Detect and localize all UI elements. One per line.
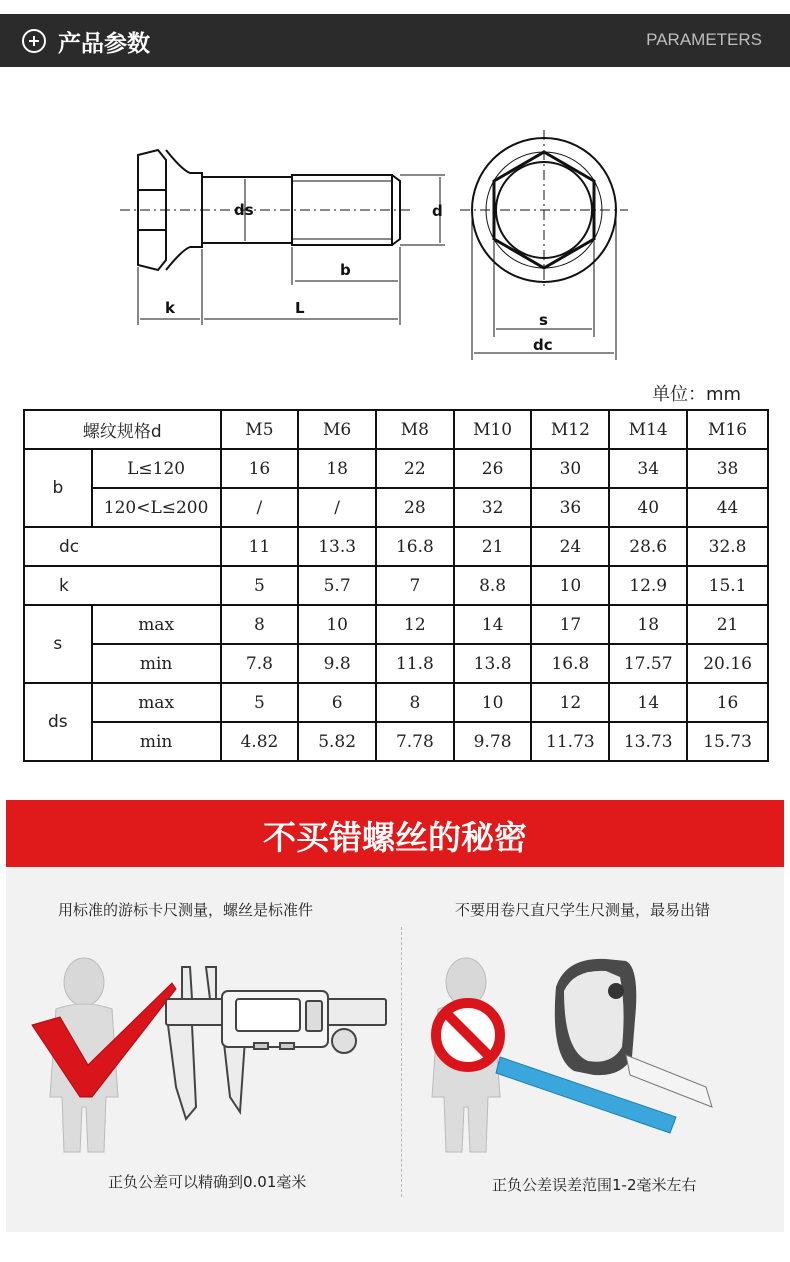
vernier-caliper-icon <box>166 967 386 1119</box>
table-row <box>24 488 768 527</box>
table-row <box>24 683 768 722</box>
value-cell: 18 <box>609 605 687 644</box>
value-cell: 28.6 <box>609 527 687 566</box>
value-cell: 11.8 <box>376 644 454 683</box>
value-cell: 21 <box>687 605 768 644</box>
table-row <box>24 722 768 761</box>
value-cell: 14 <box>609 683 687 722</box>
row-label-dc: dc <box>24 527 221 566</box>
value-cell: 40 <box>609 488 687 527</box>
table-row <box>24 527 768 566</box>
spec-table <box>23 409 769 762</box>
size-cell: M14 <box>609 410 687 449</box>
condition-cell: L≤120 <box>92 449 221 488</box>
size-cell: M5 <box>221 410 299 449</box>
left-caption: 正负公差可以精确到0.01毫米 <box>108 1173 307 1191</box>
section-header <box>0 14 790 67</box>
value-cell: 7 <box>376 566 454 605</box>
table-row <box>24 449 768 488</box>
unit-label: 单位：mm <box>652 384 742 405</box>
value-cell: 5 <box>221 566 299 605</box>
label-L: L <box>295 299 305 317</box>
row-label-k: k <box>24 566 221 605</box>
value-cell: 8 <box>376 683 454 722</box>
value-cell: 5.7 <box>298 566 376 605</box>
value-cell: 11.73 <box>531 722 609 761</box>
label-ds: ds <box>234 201 254 219</box>
value-cell: 34 <box>609 449 687 488</box>
value-cell: 10 <box>454 683 532 722</box>
secret-banner <box>6 800 784 867</box>
value-cell: / <box>298 488 376 527</box>
size-cell: M8 <box>376 410 454 449</box>
value-cell: 32.8 <box>687 527 768 566</box>
label-k: k <box>165 299 175 317</box>
value-cell: 16.8 <box>531 644 609 683</box>
value-cell: 30 <box>531 449 609 488</box>
row-label-ds: ds <box>24 683 92 761</box>
flange-bolt-drawing <box>110 115 630 375</box>
table-row <box>24 605 768 644</box>
size-cell: M12 <box>531 410 609 449</box>
value-cell: 17.57 <box>609 644 687 683</box>
condition-cell: 120<L≤200 <box>92 488 221 527</box>
size-cell: M10 <box>454 410 532 449</box>
table-row <box>24 566 768 605</box>
label-b: b <box>340 261 351 279</box>
condition-cell: max <box>92 605 221 644</box>
value-cell: / <box>221 488 299 527</box>
value-cell: 15.73 <box>687 722 768 761</box>
value-cell: 24 <box>531 527 609 566</box>
condition-cell: min <box>92 644 221 683</box>
size-cell: M16 <box>687 410 768 449</box>
condition-cell: max <box>92 683 221 722</box>
value-cell: 13.73 <box>609 722 687 761</box>
value-cell: 15.1 <box>687 566 768 605</box>
value-cell: 28 <box>376 488 454 527</box>
spec-header-cell: 螺纹规格d <box>24 410 221 449</box>
value-cell: 14 <box>454 605 532 644</box>
value-cell: 8.8 <box>454 566 532 605</box>
value-cell: 20.16 <box>687 644 768 683</box>
value-cell: 22 <box>376 449 454 488</box>
value-cell: 32 <box>454 488 532 527</box>
value-cell: 9.78 <box>454 722 532 761</box>
wrong-measure-illustration <box>416 947 776 1167</box>
value-cell: 16 <box>687 683 768 722</box>
value-cell: 17 <box>531 605 609 644</box>
value-cell: 44 <box>687 488 768 527</box>
value-cell: 5.82 <box>298 722 376 761</box>
value-cell: 7.78 <box>376 722 454 761</box>
value-cell: 18 <box>298 449 376 488</box>
table-row <box>24 644 768 683</box>
value-cell: 26 <box>454 449 532 488</box>
value-cell: 36 <box>531 488 609 527</box>
left-heading: 用标准的游标卡尺测量，螺丝是标准件 <box>58 901 314 919</box>
value-cell: 13.8 <box>454 644 532 683</box>
value-cell: 11 <box>221 527 299 566</box>
correct-measure-illustration <box>26 947 396 1167</box>
table-header-row <box>24 410 768 449</box>
value-cell: 13.3 <box>298 527 376 566</box>
right-heading: 不要用卷尺直尺学生尺测量，最易出错 <box>455 901 711 919</box>
size-cell: M6 <box>298 410 376 449</box>
section-title: 产品参数 <box>58 31 150 57</box>
value-cell: 38 <box>687 449 768 488</box>
value-cell: 8 <box>221 605 299 644</box>
plus-circle-icon <box>22 29 46 53</box>
label-dc: dc <box>533 336 553 354</box>
value-cell: 4.82 <box>221 722 299 761</box>
label-s: s <box>539 311 548 329</box>
value-cell: 16 <box>221 449 299 488</box>
value-cell: 9.8 <box>298 644 376 683</box>
label-d: d <box>432 202 443 220</box>
banner-title: 不买错螺丝的秘密 <box>263 818 527 857</box>
value-cell: 12.9 <box>609 566 687 605</box>
prohibited-icon <box>436 1003 500 1067</box>
value-cell: 16.8 <box>376 527 454 566</box>
right-caption: 正负公差误差范围1-2毫米左右 <box>492 1176 697 1194</box>
value-cell: 10 <box>531 566 609 605</box>
row-label-s: s <box>24 605 92 683</box>
value-cell: 12 <box>531 683 609 722</box>
value-cell: 6 <box>298 683 376 722</box>
section-subtitle: PARAMETERS <box>646 30 762 49</box>
condition-cell: min <box>92 722 221 761</box>
value-cell: 5 <box>221 683 299 722</box>
comparison-panel <box>6 867 784 1232</box>
value-cell: 21 <box>454 527 532 566</box>
row-label-b: b <box>24 449 92 527</box>
value-cell: 12 <box>376 605 454 644</box>
value-cell: 10 <box>298 605 376 644</box>
value-cell: 7.8 <box>221 644 299 683</box>
divider <box>401 927 402 1197</box>
